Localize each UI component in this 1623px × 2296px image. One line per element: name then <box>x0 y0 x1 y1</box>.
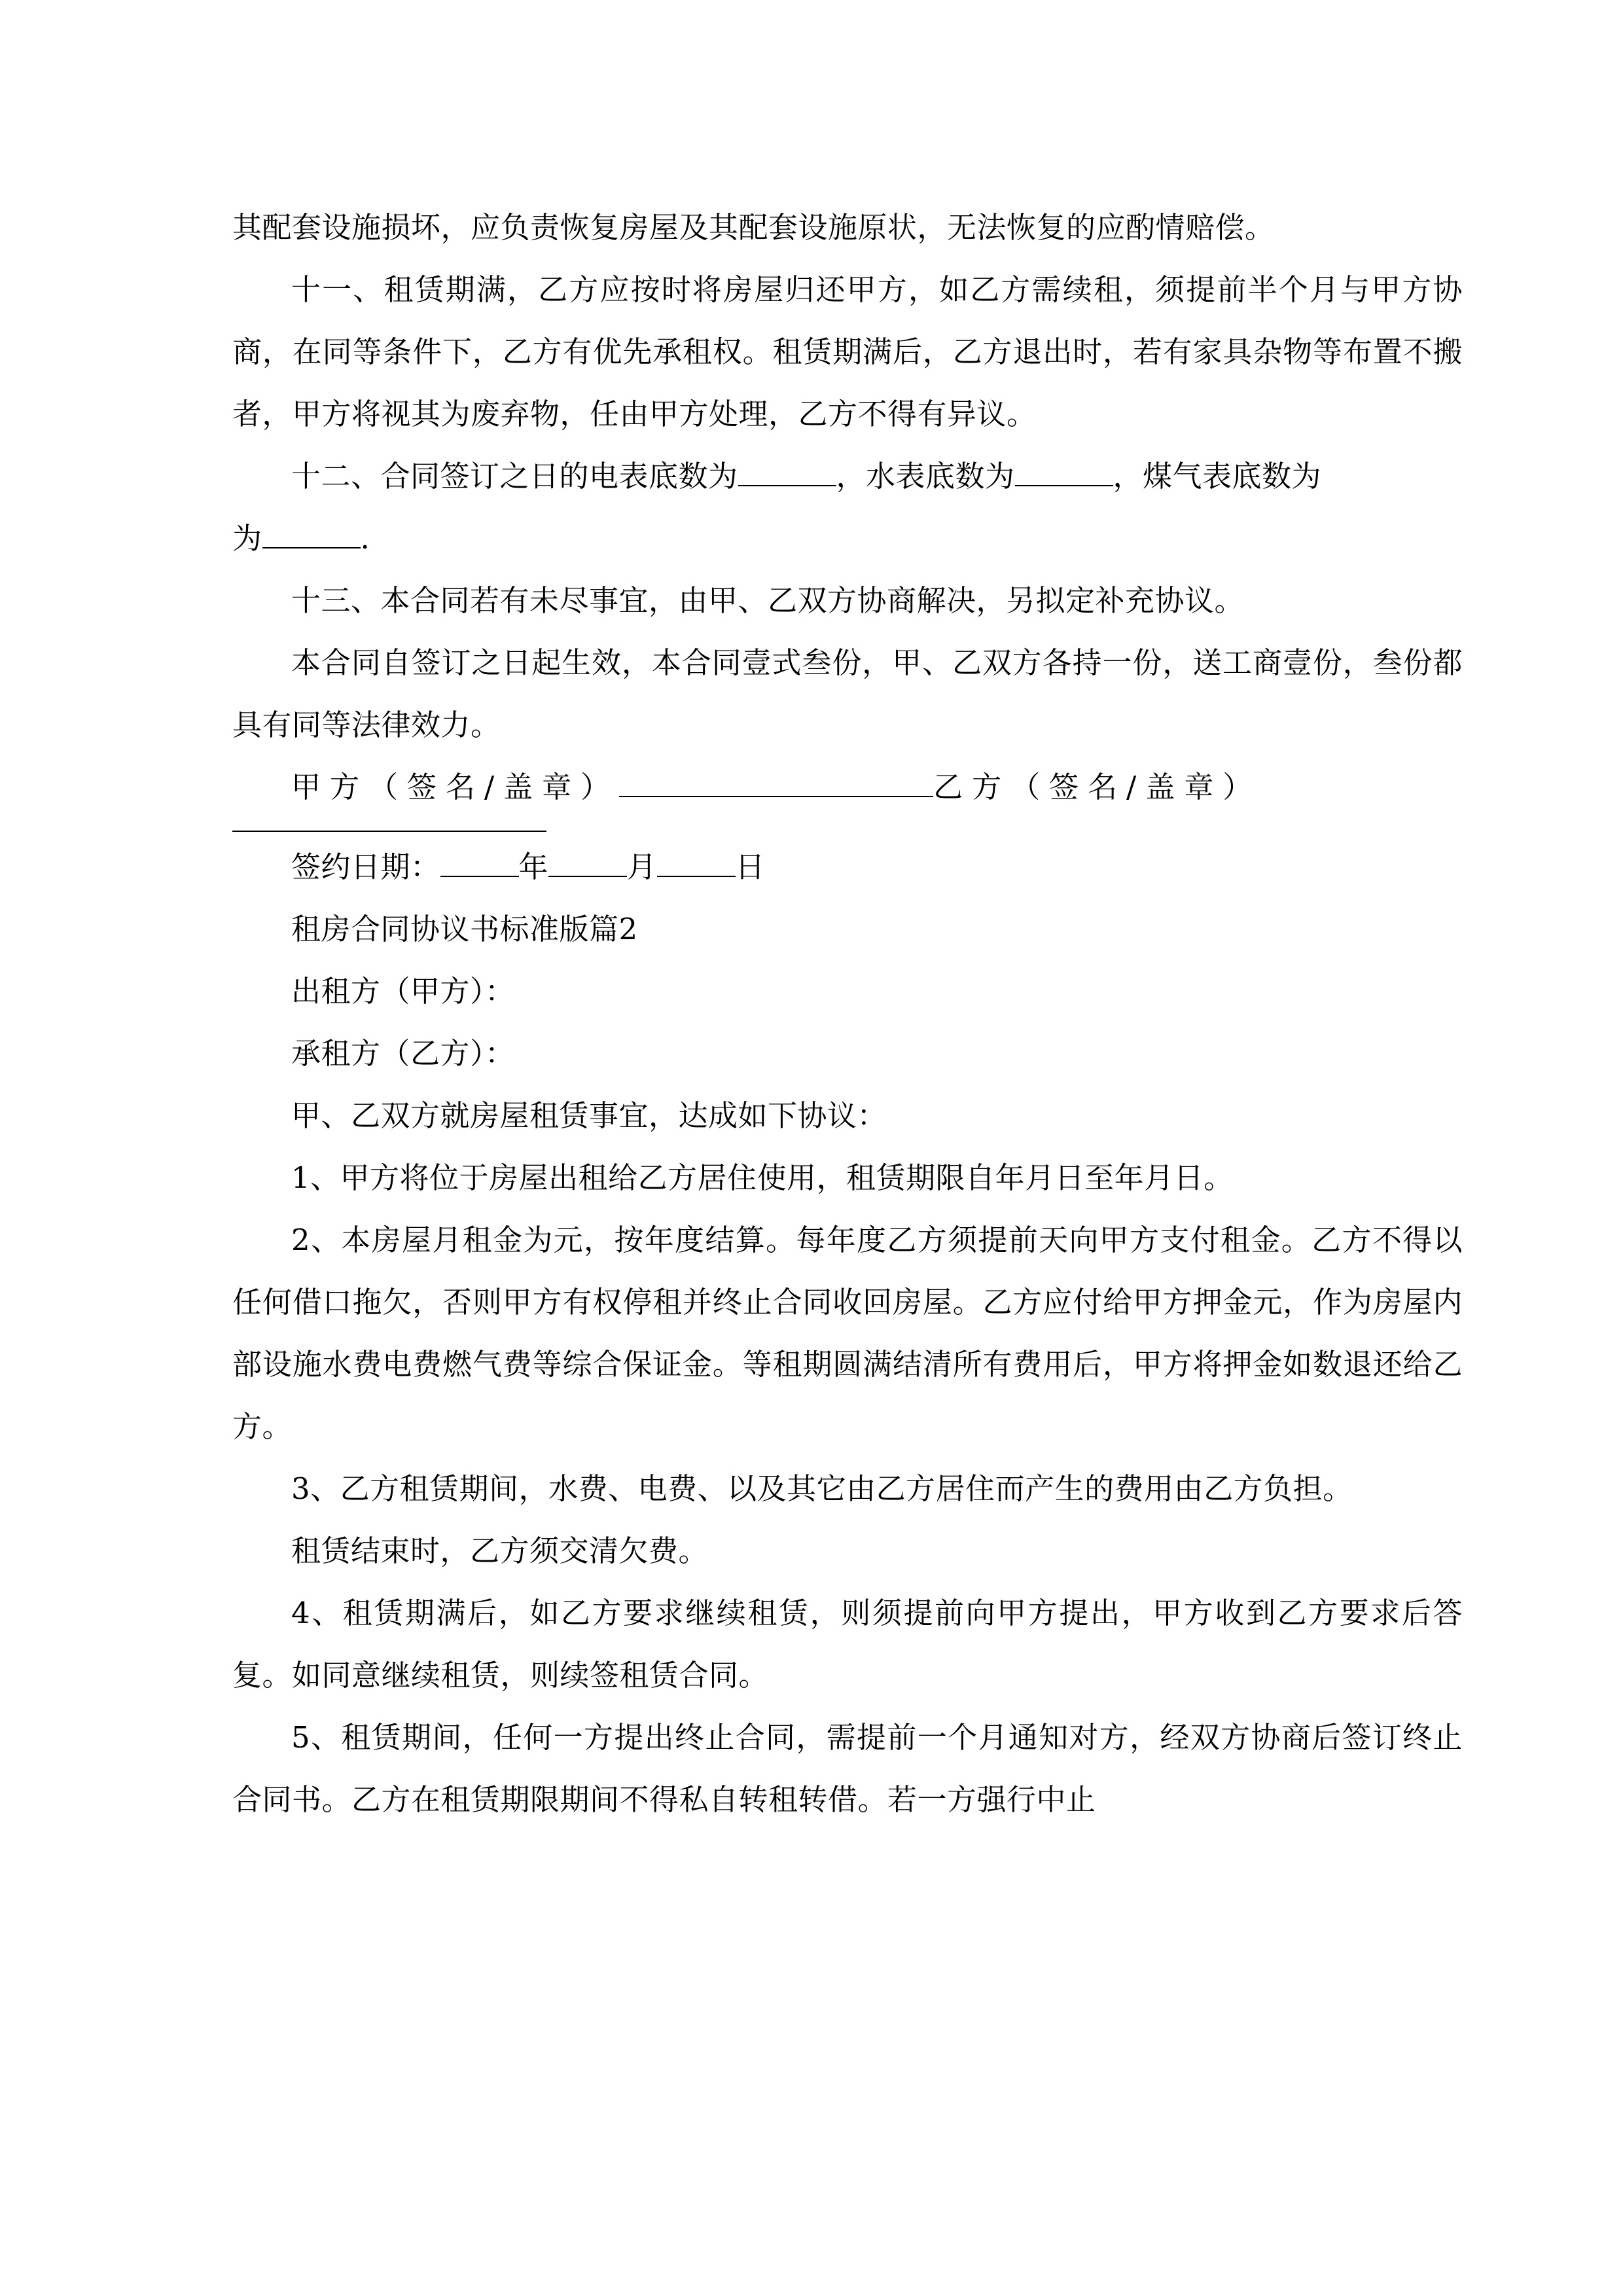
sign-date-label: 签约日期： <box>291 850 440 884</box>
clause-12-part5: . <box>360 521 370 556</box>
sign-date-year-blank <box>440 876 519 877</box>
paragraph-clause-12 <box>232 445 1463 507</box>
sign-date-month-blank <box>548 876 627 877</box>
paragraph-agreement-intro: 甲、乙双方就房屋租赁事宜，达成如下协议： <box>291 1098 887 1133</box>
paragraph-lessee: 承租方（乙方）： <box>291 1036 515 1071</box>
paragraph-clause-5: 5、租赁期间，任何一方提出终止合同，需提前一个月通知对方，经双方协商后签订终止合同书。乙方在租赁期限期间不得私自转租转借。若一方强行中止 <box>232 1720 1463 1817</box>
meter-blank-water <box>1015 485 1113 486</box>
paragraph-clause-11: 十一、租赁期满，乙方应按时将房屋归还甲方，如乙方需续租，须提前半个月与甲方协商，在同等条件下，乙方有优先承租权。租赁期满后，乙方退出时，若有家具杂物等布置不搬者，甲方将视其为废弃物，任由甲方处理，乙方不得有异议。 <box>232 272 1463 431</box>
paragraph-clause-2: 2、本房屋月租金为元，按年度结算。每年度乙方须提前天向甲方支付租金。乙方不得以任何借口拖欠，否则甲方有权停租并终止合同收回房屋。乙方应付给甲方押金元，作为房屋内部设施水费电费燃气费等综合保证金。等租期圆满结清所有费用后，甲方将押金如数退还给乙方。 <box>232 1223 1463 1444</box>
paragraph-sign-date <box>232 836 1463 898</box>
sign-date-day-blank <box>657 876 736 877</box>
paragraph-signature-line <box>232 756 1463 818</box>
paragraph-carryover: 其配套设施损坏，应负责恢复房屋及其配套设施原状，无法恢复的应酌情赔偿。 <box>232 210 1275 245</box>
clause-12-part1: 十二、合同签订之日的电表底数为 <box>291 459 738 493</box>
party-a-signature-blank <box>619 796 933 797</box>
document-body <box>232 196 1463 1831</box>
clause-12-part3: ，煤气表底数为 <box>1113 459 1322 493</box>
sign-date-month-unit: 月 <box>627 850 657 884</box>
meter-blank-gas <box>262 547 361 548</box>
paragraph-section-title-2: 租房合同协议书标准版篇2 <box>291 912 638 946</box>
meter-blank-electric <box>738 485 836 486</box>
paragraph-clause-3: 3、乙方租赁期间，水费、电费、以及其它由乙方居住而产生的费用由乙方负担。 <box>291 1471 1353 1506</box>
party-a-signature-label: 甲方（签名/盖章） <box>291 770 620 804</box>
clause-12-part4: 为 <box>232 521 262 556</box>
party-b-signature-label: 乙方（签名/盖章） <box>933 770 1262 804</box>
sign-date-day-unit: 日 <box>735 850 766 884</box>
paragraph-clause-3b: 租赁结束时，乙方须交清欠费。 <box>291 1534 709 1568</box>
paragraph-lessor: 出租方（甲方）： <box>291 974 515 1009</box>
sign-date-year-unit: 年 <box>518 850 549 884</box>
paragraph-effectiveness: 本合同自签订之日起生效，本合同壹式叁份，甲、乙双方各持一份，送工商壹份，叁份都具有同等法律效力。 <box>232 645 1463 742</box>
clause-12-part2: ，水表底数为 <box>836 459 1015 493</box>
paragraph-clause-4: 4、租赁期满后，如乙方要求继续租赁，则须提前向甲方提出，甲方收到乙方要求后答复。如同意继续租赁，则续签租赁合同。 <box>232 1596 1463 1693</box>
paragraph-clause-1: 1、甲方将位于房屋出租给乙方居住使用，租赁期限自年月日至年月日。 <box>291 1160 1234 1195</box>
paragraph-clause-12-cont <box>232 507 1463 569</box>
paragraph-clause-13: 十三、本合同若有未尽事宜，由甲、乙双方协商解决，另拟定补充协议。 <box>291 583 1245 618</box>
